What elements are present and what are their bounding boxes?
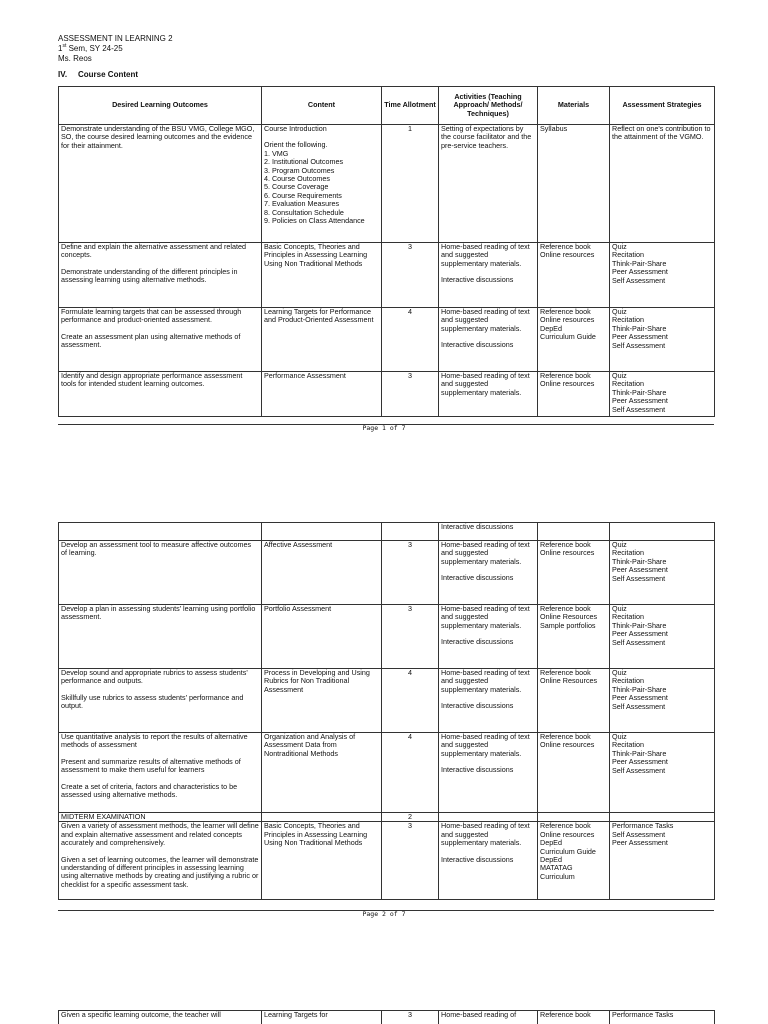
assessment-cell: [610, 243, 715, 308]
outcomes-line: MIDTERM EXAMINATION: [61, 812, 146, 821]
table-row: [59, 372, 715, 417]
header-time: Time Allotment: [382, 87, 439, 125]
content-line: 7. Evaluation Measures: [264, 199, 340, 209]
materials-line: Online resources: [540, 250, 595, 260]
table-row: [59, 523, 715, 541]
activities-line: Home-based reading of text and suggested supplementary materials.: [441, 732, 530, 758]
assessment-line: Self Assessment: [612, 275, 666, 285]
assessment-line: Quiz: [612, 242, 627, 251]
activities-cell: [439, 541, 538, 605]
activities-line: Home-based reading of text and suggested supplementary materials.: [441, 307, 530, 333]
content-line: Basic Concepts, Theories and Principles in Assessing Learning Using Non Traditional Methods: [264, 821, 368, 848]
assessment-line: [612, 813, 712, 821]
time-line: 3: [408, 1010, 412, 1019]
time-line: 3: [408, 540, 412, 549]
materials-line: Online resources: [540, 548, 595, 558]
materials-line: DepEd: [540, 323, 562, 333]
assessment-line: Peer Assessment: [612, 629, 668, 639]
materials-cell: [538, 243, 610, 308]
section-title: Course Content: [78, 70, 138, 79]
materials-line: Reference book: [540, 1010, 591, 1019]
assessment-line: Think-Pair-Share: [612, 556, 667, 566]
activities-cell: [439, 372, 538, 417]
activities-line: Home-based reading of: [441, 1010, 517, 1019]
activities-line: Interactive discussions: [441, 275, 514, 285]
materials-line: [540, 813, 607, 821]
assessment-cell: [610, 308, 715, 372]
content-line: Basic Concepts, Theories and Principles in Assessing Learning Using Non Traditional Methods: [264, 242, 368, 268]
header-content: Content: [262, 87, 382, 125]
time-cell: [382, 125, 439, 243]
time-cell: [382, 822, 439, 900]
outcomes-line: Skillfully use rubrics to assess students' performance and output.: [61, 692, 244, 711]
activities-line: Home-based reading of text and suggested supplementary materials.: [441, 371, 530, 397]
table-row: [59, 243, 715, 308]
course-content-table-page-3: [58, 1010, 715, 1024]
activities-line: Interactive discussions: [441, 573, 514, 583]
outcomes-cell: [59, 669, 262, 733]
content-cell: [262, 523, 382, 541]
header-materials: Materials: [538, 87, 610, 125]
content-cell: [262, 1011, 382, 1024]
assessment-line: Self Assessment: [612, 637, 666, 647]
materials-line: Curriculum Guide: [540, 846, 596, 856]
semester-line: 1st Sem, SY 24-25: [58, 43, 123, 53]
materials-line: Online resources: [540, 315, 595, 325]
outcomes-line: Given a variety of assessment methods, the learner will define and explain alternative assessment and related concepts accurately and comprehensively.: [61, 821, 259, 848]
outcomes-cell: [59, 605, 262, 669]
outcomes-line: Create a set of criteria, factors and characteristics to be assessed using alternative methods.: [61, 781, 238, 800]
activities-line: Interactive discussions: [441, 854, 514, 864]
activities-line: Interactive discussions: [441, 637, 514, 647]
content-line: 2. Institutional Outcomes: [264, 157, 344, 167]
assessment-line: Peer Assessment: [612, 396, 668, 406]
content-line: 3. Program Outcomes: [264, 165, 335, 175]
materials-line: Reference book: [540, 821, 591, 831]
time-line: 1: [408, 124, 412, 133]
materials-line: Online Resources: [540, 676, 598, 686]
outcomes-line: Given a specific learning outcome, the teacher will: [61, 1010, 221, 1019]
content-cell: [262, 605, 382, 669]
assessment-line: Recitation: [612, 379, 644, 389]
assessment-line: Quiz: [612, 307, 627, 316]
content-line: 1. VMG: [264, 148, 289, 158]
outcomes-cell: [59, 125, 262, 243]
content-line: Learning Targets for Performance and Product-Oriented Assessment: [264, 307, 374, 325]
outcomes-cell: [59, 243, 262, 308]
content-line: [264, 523, 379, 531]
activities-cell: [439, 243, 538, 308]
assessment-line: Self Assessment: [612, 701, 666, 711]
time-line: 3: [408, 242, 412, 251]
outcomes-cell: [59, 372, 262, 417]
assessment-cell: [610, 541, 715, 605]
instructor-name: Ms. Reos: [58, 54, 92, 63]
outcomes-line: Formulate learning targets that can be assessed through performance and product-oriented assessment.: [61, 307, 242, 325]
course-content-table-page-2: [58, 522, 715, 900]
assessment-line: Reflect on one's contribution to the attainment of the VGMO.: [612, 124, 711, 142]
header-outcomes: Desired Learning Outcomes: [59, 87, 262, 125]
assessment-line: Performance Tasks: [612, 1010, 674, 1019]
outcomes-line: Present and summarize results of alternative methods of assessment to make them useful for learners: [61, 756, 241, 775]
content-cell: [262, 541, 382, 605]
assessment-line: Self Assessment: [612, 765, 666, 775]
outcomes-line: [61, 523, 259, 531]
assessment-line: Recitation: [612, 548, 644, 558]
section-number: IV.: [58, 70, 68, 79]
materials-cell: [538, 372, 610, 417]
table-row: [59, 733, 715, 813]
materials-line: Reference book: [540, 307, 591, 316]
outcomes-cell: [59, 1011, 262, 1024]
materials-cell: [538, 669, 610, 733]
content-line: [264, 813, 379, 821]
content-line: 9. Policies on Class Attendance: [264, 216, 365, 226]
time-line: 4: [408, 732, 412, 741]
materials-cell: [538, 822, 610, 900]
materials-line: Reference book: [540, 604, 591, 613]
activities-line: Interactive discussions: [441, 701, 514, 711]
assessment-cell: [610, 523, 715, 541]
content-line: Orient the following.: [264, 140, 328, 150]
time-line: 4: [408, 668, 412, 677]
assessment-line: Quiz: [612, 540, 627, 549]
materials-cell: [538, 125, 610, 243]
content-line: Course Introduction: [264, 124, 327, 133]
table-row: [59, 125, 715, 243]
assessment-line: Think-Pair-Share: [612, 684, 667, 694]
outcomes-line: Demonstrate understanding of the different principles in assessing learning using alternative methods.: [61, 266, 238, 285]
time-cell: [382, 372, 439, 417]
outcomes-line: Develop a plan in assessing students' learning using portfolio assessment.: [61, 604, 256, 622]
time-line: 4: [408, 307, 412, 316]
activities-line: Home-based reading of text and suggested supplementary materials.: [441, 668, 530, 694]
assessment-line: Quiz: [612, 604, 627, 613]
table-row: [59, 1011, 715, 1024]
materials-line: DepEd: [540, 855, 562, 865]
activities-line: Home-based reading of text and suggested supplementary materials.: [441, 821, 530, 848]
time-cell: [382, 733, 439, 813]
assessment-line: Peer Assessment: [612, 693, 668, 703]
assessment-line: Recitation: [612, 740, 644, 750]
content-line: 8. Consultation Schedule: [264, 207, 344, 217]
materials-line: [540, 523, 607, 531]
materials-line: Online resources: [540, 740, 595, 750]
outcomes-cell: [59, 733, 262, 813]
materials-line: Reference book: [540, 242, 591, 251]
outcomes-line: Define and explain the alternative assessment and related concepts.: [61, 242, 246, 260]
assessment-cell: [610, 372, 715, 417]
outcomes-cell: [59, 308, 262, 372]
outcomes-cell: [59, 822, 262, 900]
content-cell: [262, 733, 382, 813]
page-3: [0, 920, 768, 1024]
content-cell: [262, 669, 382, 733]
materials-cell: [538, 523, 610, 541]
assessment-line: Self Assessment: [612, 573, 666, 583]
assessment-line: Self Assessment: [612, 829, 666, 839]
course-content-table-page-1: [58, 86, 715, 417]
materials-line: Online resources: [540, 829, 595, 839]
materials-cell: [538, 733, 610, 813]
materials-line: Online Resources: [540, 612, 598, 622]
activities-line: Interactive discussions: [441, 765, 514, 775]
activities-cell: [439, 733, 538, 813]
content-line: Performance Assessment: [264, 371, 346, 380]
activities-line: Home-based reading of text and suggested supplementary materials.: [441, 604, 530, 630]
content-line: 6. Course Requirements: [264, 190, 342, 200]
activities-line: Home-based reading of text and suggested supplementary materials.: [441, 242, 530, 268]
table-row: [59, 822, 715, 900]
materials-cell: [538, 1011, 610, 1024]
time-cell: [382, 605, 439, 669]
document-header: [58, 34, 173, 64]
time-line: 2: [408, 812, 412, 821]
outcomes-line: Demonstrate understanding of the BSU VMG, College MGO, SO, the course desired learning outcomes and the evidence for their attainment.: [61, 124, 255, 150]
materials-line: Syllabus: [540, 124, 568, 133]
activities-line: Interactive discussions: [441, 340, 514, 350]
assessment-line: Self Assessment: [612, 404, 666, 414]
time-cell: [382, 243, 439, 308]
table-row: [59, 605, 715, 669]
time-line: [384, 523, 436, 531]
assessment-line: Recitation: [612, 612, 644, 622]
outcomes-cell: [59, 523, 262, 541]
materials-line: Online resources: [540, 379, 595, 389]
page-2-number: Page 2 of 7: [362, 910, 406, 918]
time-line: 3: [408, 821, 412, 831]
assessment-line: Quiz: [612, 371, 627, 380]
content-line: 4. Course Outcomes: [264, 174, 330, 184]
time-cell: [382, 1011, 439, 1024]
outcomes-line: Identify and design appropriate performance assessment tools for intended student learning outcomes.: [61, 371, 243, 389]
outcomes-line: Develop sound and appropriate rubrics to assess students' performance and outputs.: [61, 668, 248, 686]
materials-cell: [538, 605, 610, 669]
table-row: [59, 669, 715, 733]
content-cell: [262, 372, 382, 417]
activities-cell: [439, 605, 538, 669]
page-1: [0, 0, 768, 440]
assessment-line: Think-Pair-Share: [612, 748, 667, 758]
content-cell: [262, 243, 382, 308]
content-cell: [262, 125, 382, 243]
content-line: Organization and Analysis of Assessment Data from Nontraditional Methods: [264, 732, 356, 758]
materials-line: Reference book: [540, 732, 591, 741]
content-line: 5. Course Coverage: [264, 182, 329, 192]
outcomes-line: Develop an assessment tool to measure affective outcomes of learning.: [61, 540, 252, 558]
activities-line: Home-based reading of text and suggested supplementary materials.: [441, 540, 530, 566]
assessment-cell: [610, 605, 715, 669]
assessment-line: Recitation: [612, 250, 644, 260]
assessment-cell: [610, 1011, 715, 1024]
time-cell: [382, 308, 439, 372]
content-cell: [262, 308, 382, 372]
assessment-line: Peer Assessment: [612, 332, 668, 342]
activities-cell: [439, 669, 538, 733]
page-1-number: Page 1 of 7: [362, 424, 406, 432]
header-assessment: Assessment Strategies: [610, 87, 715, 125]
outcomes-line: Use quantitative analysis to report the results of alternative methods of assessment: [61, 732, 248, 750]
header-activities: Activities (Teaching Approach/ Methods/ Techniques): [439, 87, 538, 125]
assessment-line: Peer Assessment: [612, 757, 668, 767]
activities-cell: [439, 523, 538, 541]
materials-line: Curriculum: [540, 871, 575, 881]
outcomes-line: Create an assessment plan using alternative methods of assessment.: [61, 331, 241, 350]
assessment-line: Peer Assessment: [612, 838, 668, 848]
time-line: 3: [408, 604, 412, 613]
assessment-line: Peer Assessment: [612, 267, 668, 277]
content-cell: [262, 822, 382, 900]
assessment-cell: [610, 733, 715, 813]
page-2: [0, 440, 768, 920]
assessment-line: Quiz: [612, 732, 627, 741]
time-cell: [382, 669, 439, 733]
activities-cell: [439, 822, 538, 900]
activities-cell: [439, 308, 538, 372]
assessment-line: Self Assessment: [612, 340, 666, 350]
materials-line: Curriculum Guide: [540, 332, 596, 342]
time-cell: [382, 523, 439, 541]
assessment-line: Recitation: [612, 315, 644, 325]
content-line: Affective Assessment: [264, 540, 333, 549]
materials-line: Reference book: [540, 668, 591, 677]
section-heading: [58, 70, 138, 79]
outcomes-line: Given a set of learning outcomes, the learner will demonstrate understanding of different principles in assessing learning using alternative methods by creating and justifying a rubric or checklist for a specific assessment task.: [61, 854, 259, 889]
assessment-line: Performance Tasks: [612, 821, 674, 831]
assessment-line: Think-Pair-Share: [612, 620, 667, 630]
materials-cell: [538, 541, 610, 605]
table-row: [59, 308, 715, 372]
assessment-line: Think-Pair-Share: [612, 387, 667, 397]
time-cell: [382, 541, 439, 605]
course-title: ASSESSMENT IN LEARNING 2: [58, 34, 173, 43]
assessment-cell: [610, 822, 715, 900]
materials-line: DepEd: [540, 838, 562, 848]
materials-line: Reference book: [540, 540, 591, 549]
activities-line: Interactive discussions: [441, 522, 514, 531]
assessment-cell: [610, 125, 715, 243]
time-line: 3: [408, 371, 412, 380]
assessment-cell: [610, 669, 715, 733]
assessment-line: Recitation: [612, 676, 644, 686]
table-row: [59, 541, 715, 605]
assessment-line: [612, 523, 712, 531]
materials-cell: [538, 308, 610, 372]
assessment-line: Peer Assessment: [612, 565, 668, 575]
activities-line: Setting of expectations by the course facilitator and the pre-service teachers.: [441, 124, 532, 150]
assessment-line: Think-Pair-Share: [612, 323, 667, 333]
activities-cell: [439, 125, 538, 243]
materials-line: Reference book: [540, 371, 591, 380]
materials-line: MATATAG: [540, 863, 573, 873]
content-line: Portfolio Assessment: [264, 604, 332, 613]
assessment-line: Quiz: [612, 668, 627, 677]
content-line: Learning Targets for: [264, 1010, 328, 1019]
activities-line: [441, 813, 535, 821]
assessment-line: Think-Pair-Share: [612, 258, 667, 268]
outcomes-cell: [59, 541, 262, 605]
materials-line: Sample portfolios: [540, 620, 596, 630]
activities-cell: [439, 1011, 538, 1024]
content-line: Process in Developing and Using Rubrics for Non Traditional Assessment: [264, 668, 370, 694]
